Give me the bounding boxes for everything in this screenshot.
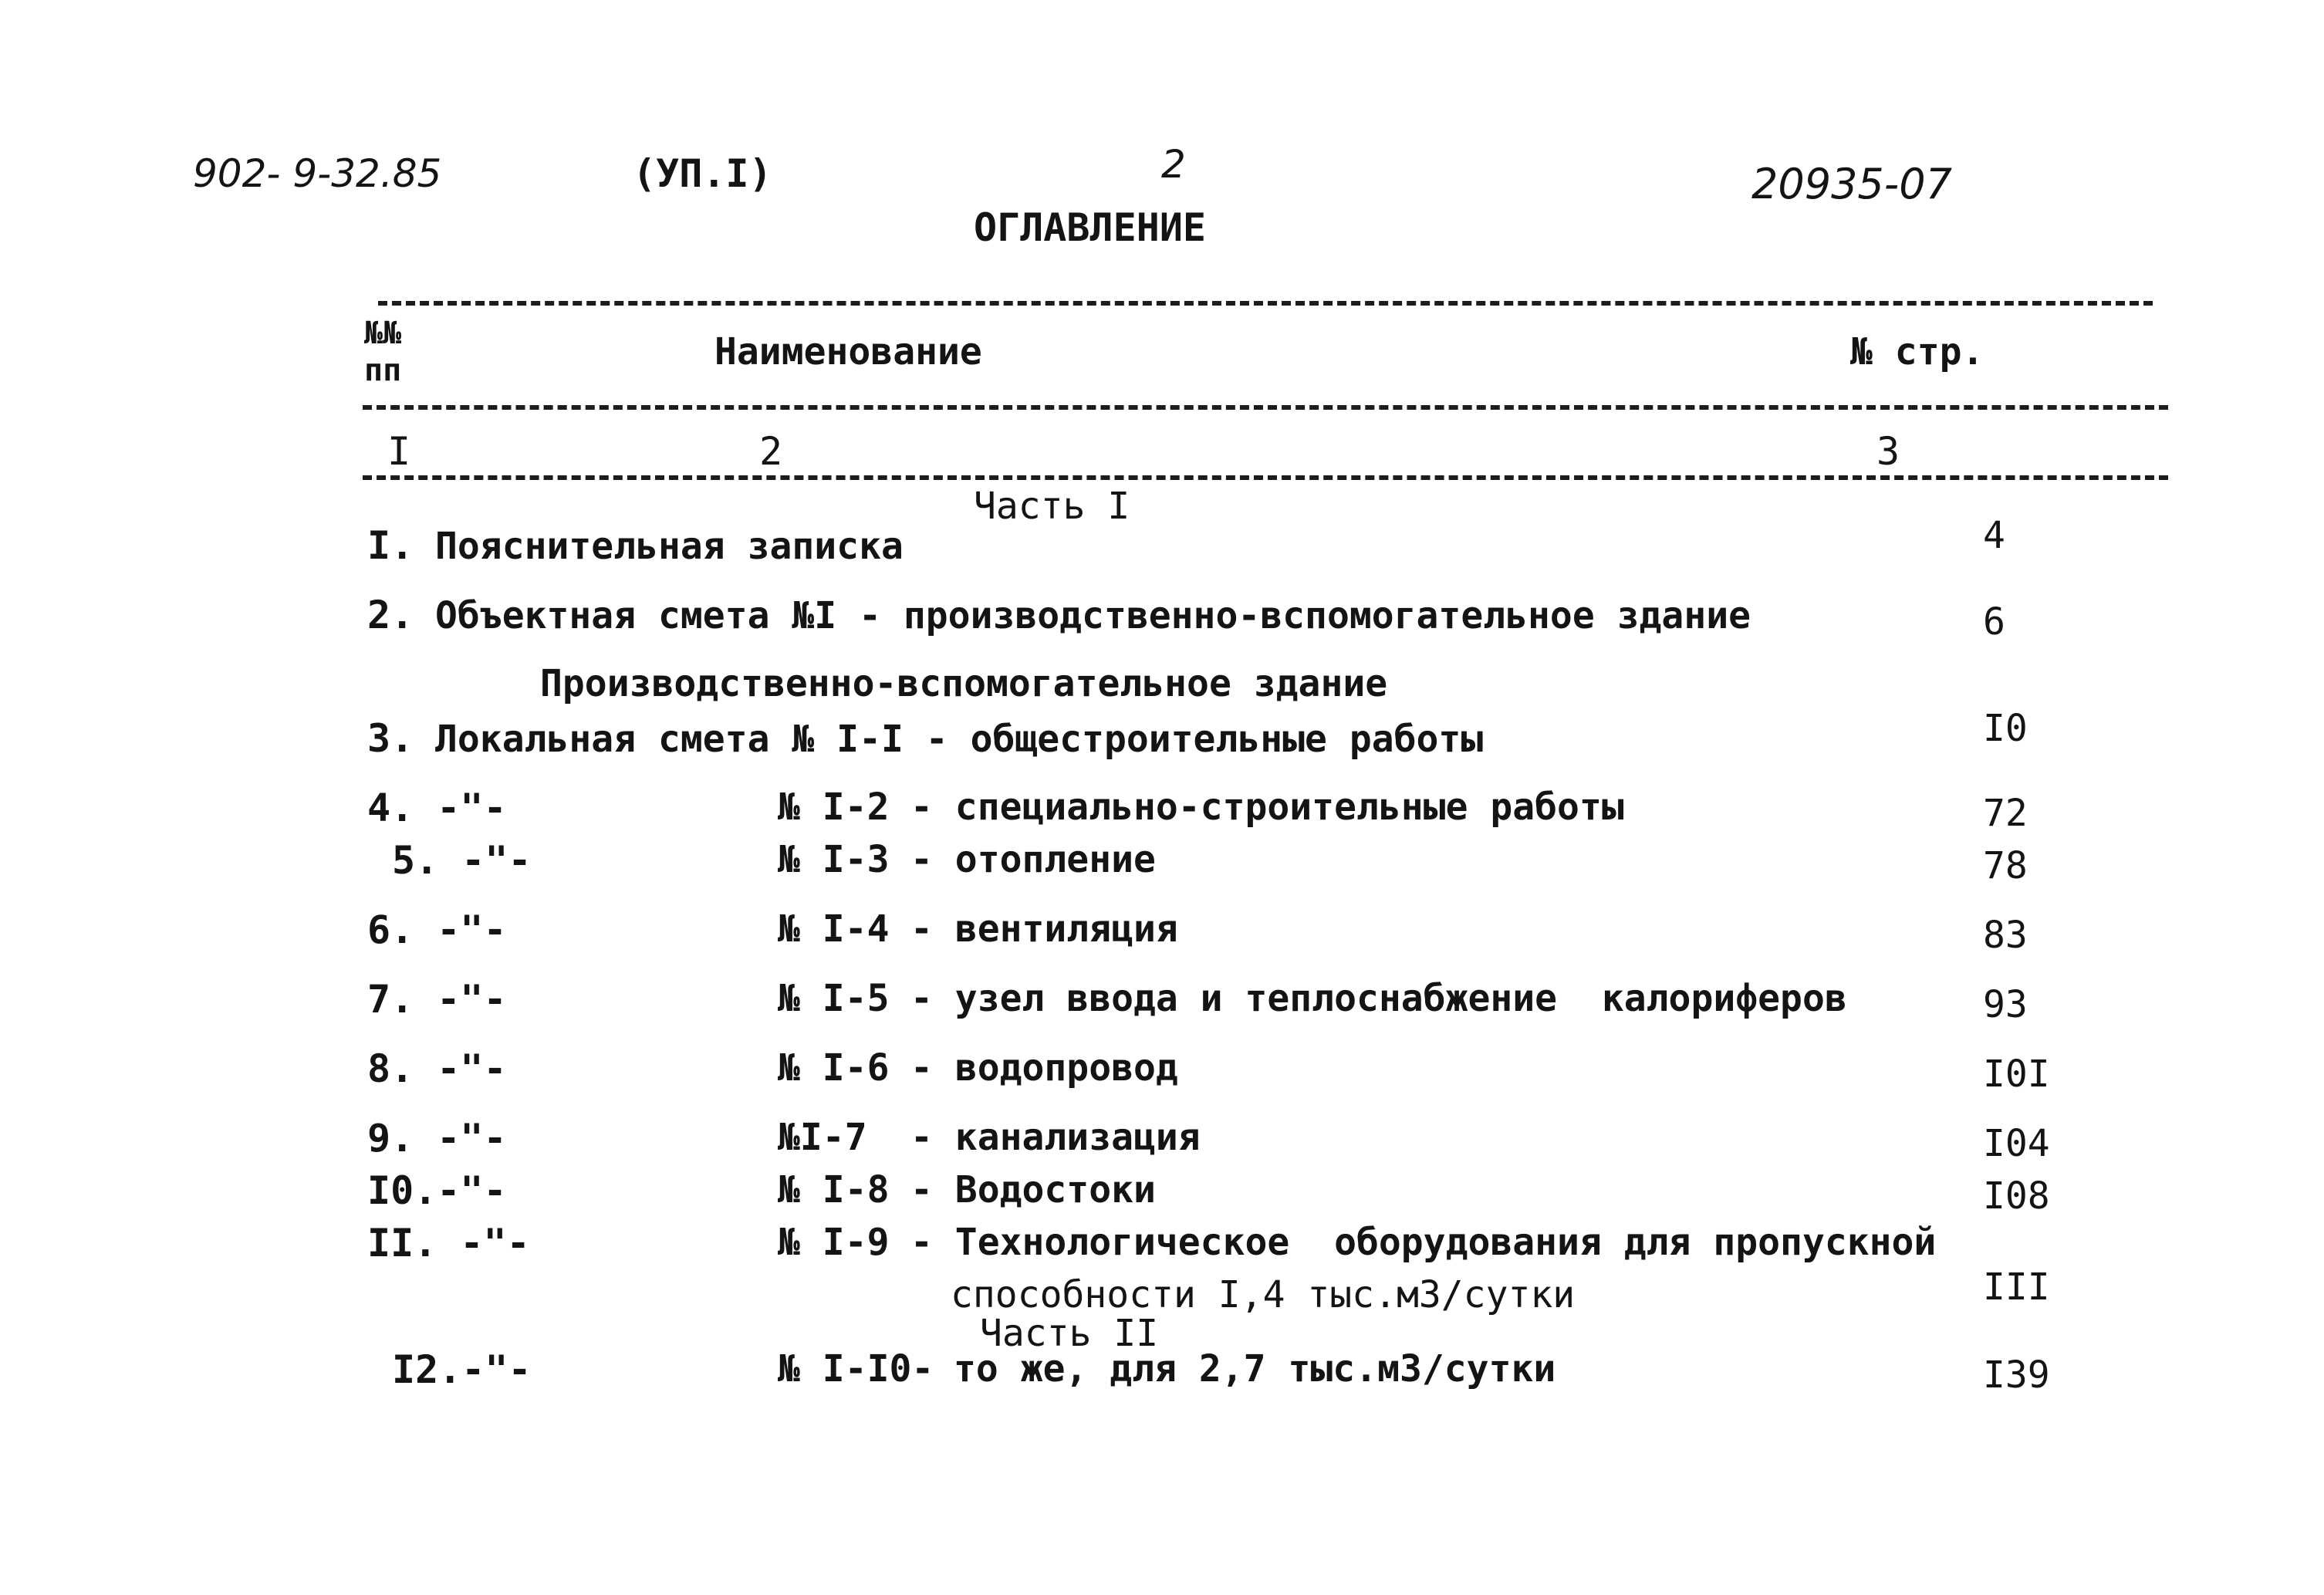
row-1-page: 4: [1983, 514, 2005, 557]
row-3-title: Локальная смета № I-I - общестроительные работы: [435, 718, 1484, 761]
row-2-number: 2.: [367, 593, 414, 637]
row-10-title: - Водостоки: [910, 1168, 1156, 1211]
row-7-number: 7. -"-: [367, 977, 507, 1022]
column-number-sublabel: пп: [364, 353, 402, 388]
row-7-estimate: № I-5: [778, 977, 890, 1020]
row-3-page: I0: [1983, 707, 2028, 750]
row-2-page: 6: [1983, 600, 2005, 644]
page-title: ОГЛАВЛЕНИЕ: [974, 205, 1207, 250]
row-10-estimate: № I-8: [778, 1168, 890, 1211]
column-index-1: I: [387, 429, 411, 474]
row-9-page: I04: [1983, 1122, 2050, 1165]
row-6-title: - вентиляция: [910, 907, 1178, 951]
divider-numbers: [363, 475, 2168, 480]
row-8-number: 8. -"-: [367, 1046, 507, 1091]
row-4-estimate: № I-2: [778, 786, 890, 829]
row-8-estimate: № I-6: [778, 1046, 890, 1090]
row-12-estimate: № I-I0-: [778, 1347, 934, 1391]
row-1-title: Пояснительная записка: [435, 525, 904, 568]
row-9-number: 9. -"-: [367, 1116, 507, 1161]
row-12-page: I39: [1983, 1353, 2050, 1397]
row-4-number: 4. -"-: [367, 786, 507, 830]
section-heading-part-1: Часть I: [974, 485, 1130, 528]
row-10-number: I0.-"-: [367, 1168, 507, 1213]
row-5-title: - отопление: [910, 838, 1156, 881]
page-number: 2: [1161, 142, 1186, 187]
row-7-page: 93: [1983, 983, 2028, 1026]
column-name-label: Наименование: [714, 330, 982, 373]
row-11-page: III: [1983, 1266, 2050, 1309]
column-number-label: №№: [364, 316, 402, 351]
row-11-title-continued: способности I,4 тыс.м3/сутки: [951, 1273, 1576, 1316]
row-10-page: I08: [1983, 1174, 2050, 1218]
row-6-page: 83: [1983, 914, 2028, 957]
row-4-page: 72: [1983, 792, 2028, 835]
row-11-estimate: № I-9: [778, 1221, 890, 1264]
row-3-number: 3.: [367, 716, 414, 761]
section-heading-part-2: Часть II: [980, 1312, 1159, 1355]
row-4-title: - специально-строительные работы: [910, 786, 1624, 829]
row-6-estimate: № I-4: [778, 907, 890, 951]
row-5-number: 5. -"-: [392, 838, 532, 883]
subheading-building: Производственно-вспомогательное здание: [540, 662, 1388, 705]
row-8-page: I0I: [1983, 1053, 2050, 1096]
divider-header: [363, 405, 2168, 410]
row-8-title: - водопровод: [910, 1046, 1178, 1090]
row-12-number: I2.-"-: [392, 1347, 532, 1392]
row-5-estimate: № I-3: [778, 838, 890, 881]
row-6-number: 6. -"-: [367, 907, 507, 952]
row-11-title: - Технологическое оборудования для пропускной: [910, 1221, 1937, 1264]
column-page-label: № стр.: [1850, 330, 1985, 373]
volume-label: (УП.I): [633, 151, 772, 196]
row-11-number: II. -"-: [367, 1221, 530, 1266]
row-5-page: 78: [1983, 844, 2028, 887]
row-9-title: - канализация: [910, 1116, 1201, 1159]
row-7-title: - узел ввода и теплоснабжение калориферов: [910, 977, 1847, 1020]
divider-top: [378, 301, 2153, 306]
archive-number: 20935-07: [1751, 160, 1952, 208]
row-12-title: то же, для 2,7 тыс.м3/сутки: [954, 1347, 1556, 1391]
row-9-estimate: №I-7: [778, 1116, 867, 1159]
document-code: 902- 9-32.85: [193, 151, 442, 196]
column-index-2: 2: [759, 429, 783, 474]
column-index-3: 3: [1876, 429, 1900, 474]
row-1-number: I.: [367, 523, 414, 568]
row-2-title: Объектная смета №I - производственно-вспомогательное здание: [435, 594, 1751, 637]
